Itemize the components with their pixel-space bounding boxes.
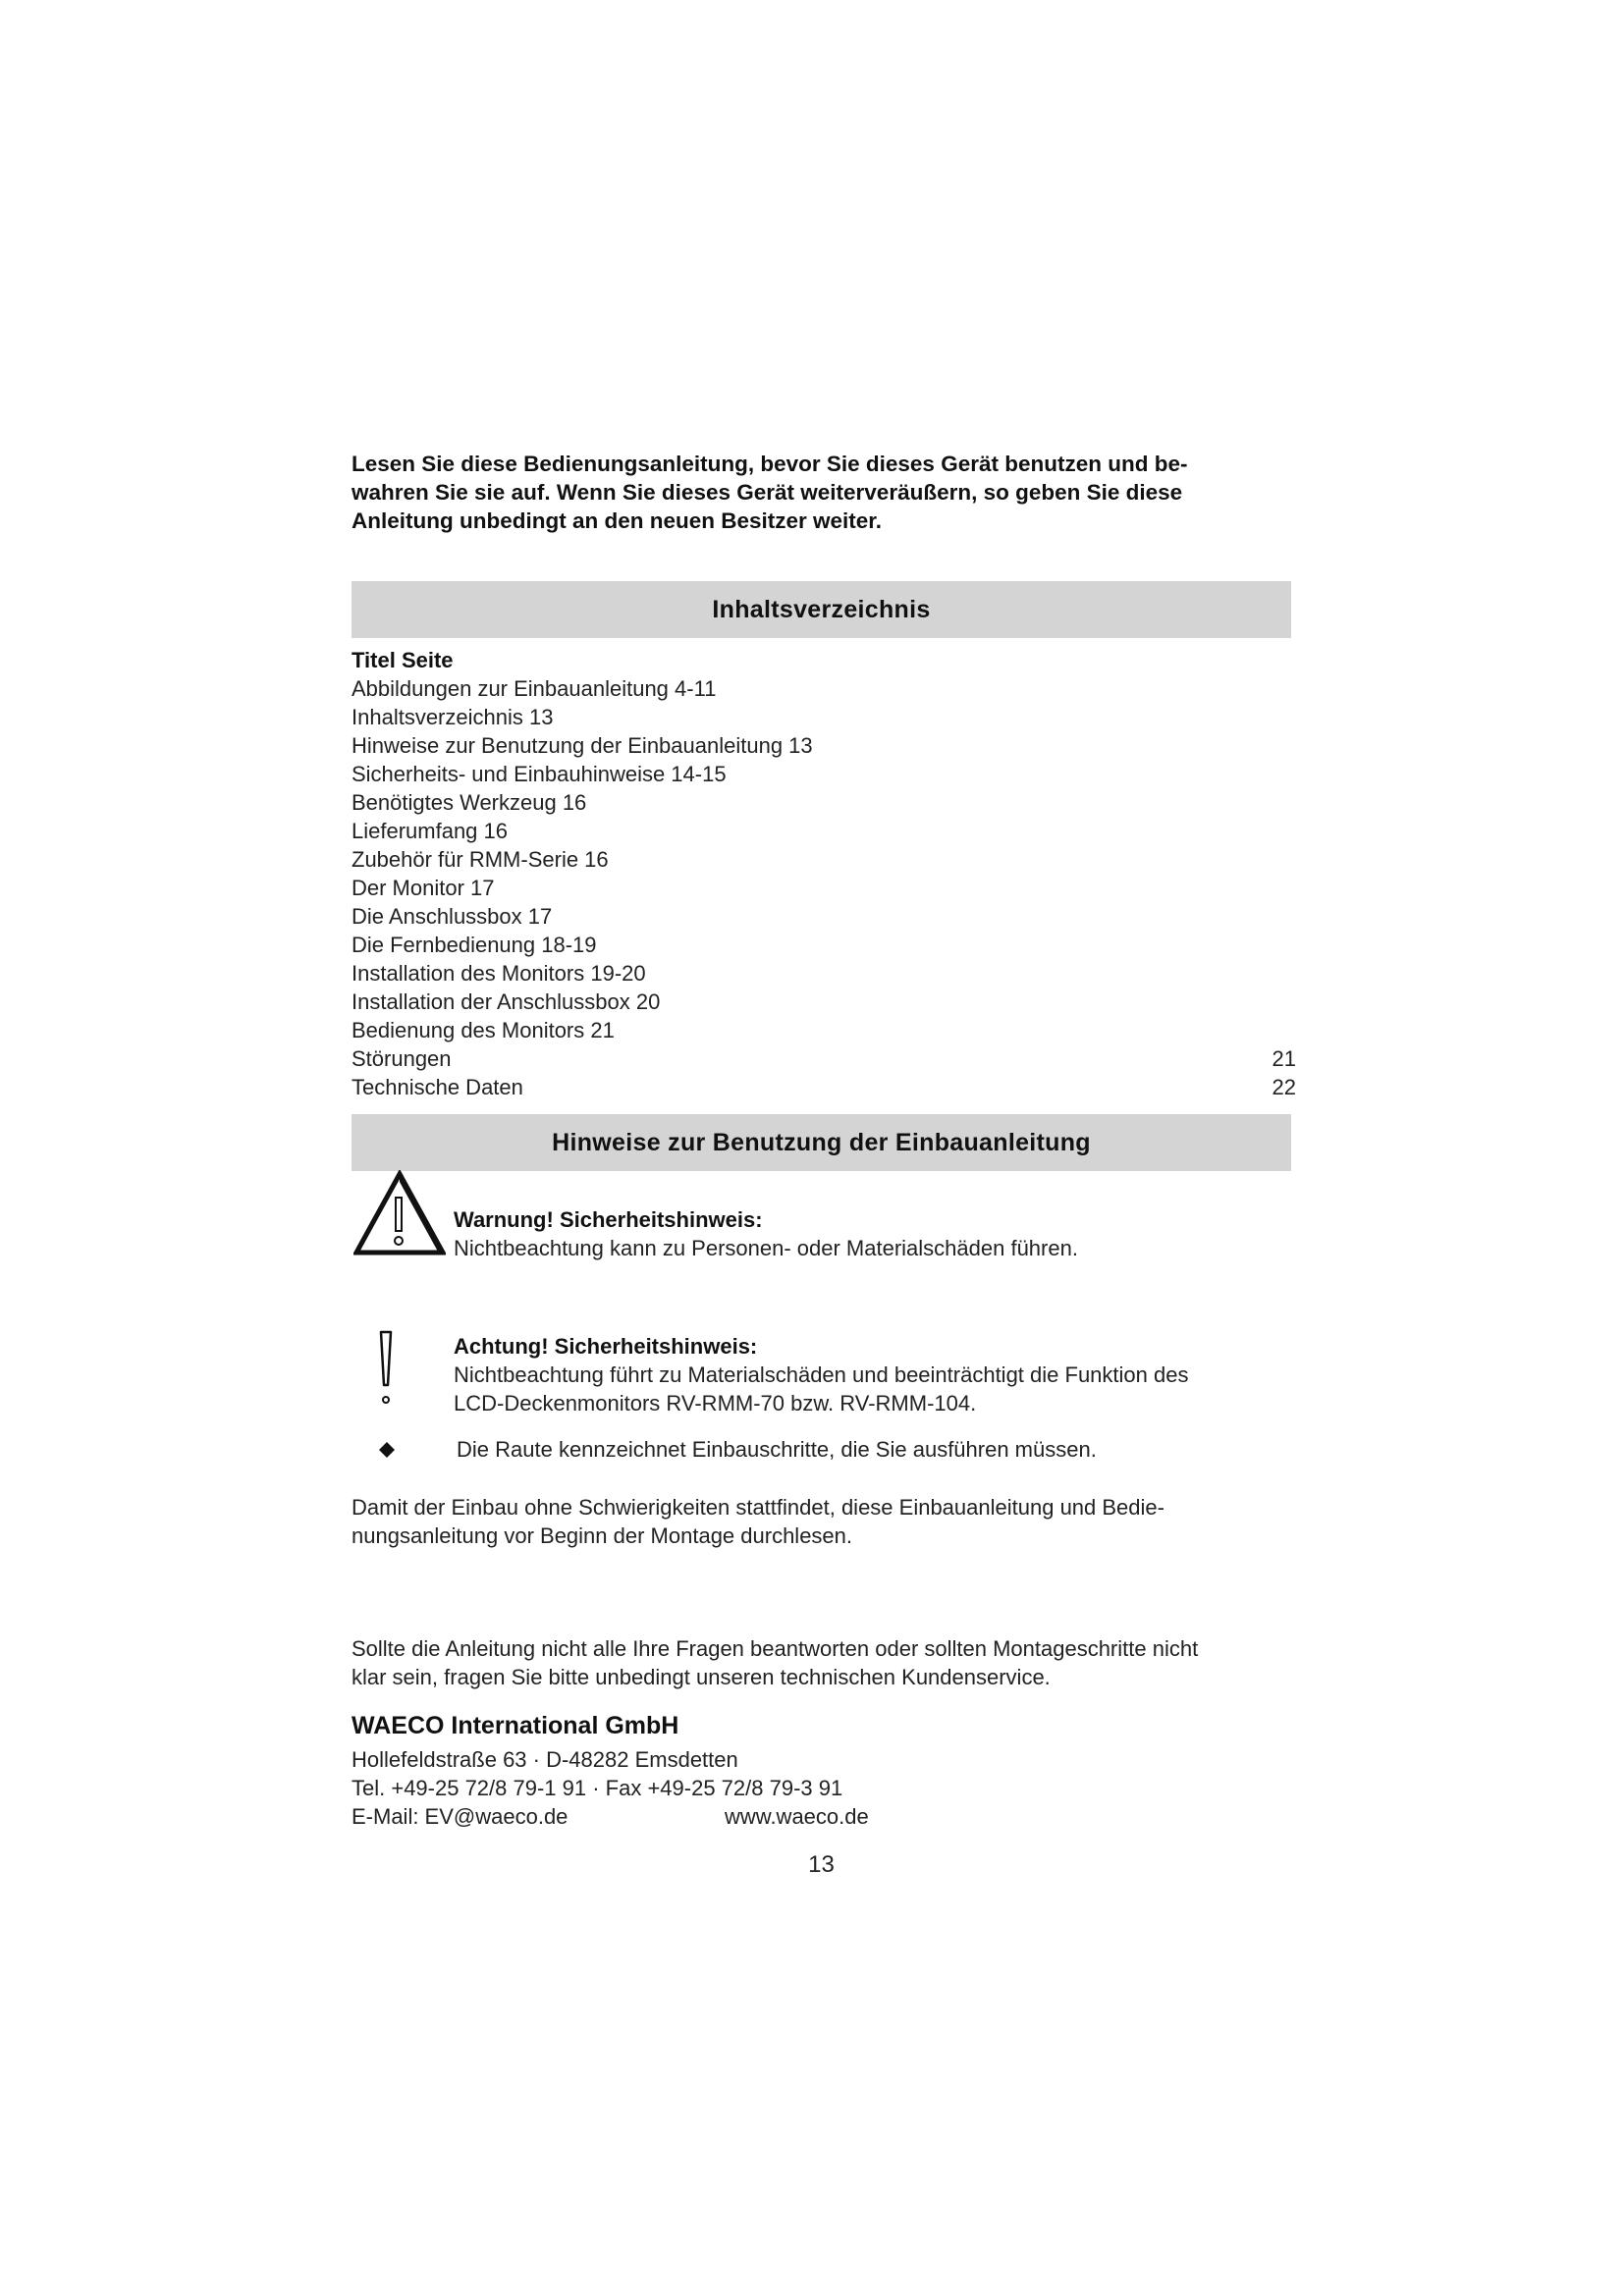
caution-text: Nichtbeachtung führt zu Materialschäden und beeinträchtigt die Funktion des: [454, 1362, 1189, 1387]
intro-line: Anleitung unbedingt an den neuen Besitzer weiter.: [352, 508, 883, 533]
caution-text: LCD-Deckenmonitors RV-RMM-70 bzw. RV-RMM-104.: [454, 1391, 977, 1415]
warning-title: Warnung! Sicherheitshinweis:: [454, 1207, 763, 1232]
hinweise-heading: Hinweise zur Benutzung der Einbauanleitung: [552, 1128, 1091, 1156]
diamond-icon: [378, 1441, 396, 1459]
email: E-Mail: EV@waeco.de: [352, 1804, 568, 1829]
paragraph-line: Sollte die Anleitung nicht alle Ihre Fragen beantworten oder sollten Montageschritte nicht: [352, 1636, 1199, 1661]
toc-entry-title: Abbildungen zur Einbauanleitung 4-11: [352, 676, 717, 701]
toc-entry-title: Die Fernbedienung 18-19: [352, 933, 597, 957]
intro-line: Lesen Sie diese Bedienungsanleitung, bevor Sie dieses Gerät benutzen und be-: [352, 452, 1188, 476]
bullet-text: Die Raute kennzeichnet Einbauschritte, die Sie ausführen müssen.: [457, 1437, 1097, 1462]
paragraph-line: klar sein, fragen Sie bitte unbedingt unseren technischen Kundenservice.: [352, 1665, 1051, 1689]
toc-entry: [352, 874, 1296, 902]
toc-entry: [352, 1073, 1296, 1101]
toc-entry: [352, 959, 1296, 988]
toc-entry: [352, 788, 1296, 817]
toc-entry-page: 22: [1272, 1075, 1296, 1099]
intro-notice: [352, 450, 1291, 535]
toc-entry: [352, 1044, 1296, 1073]
toc-entry: [352, 1016, 1296, 1044]
toc-entry: [352, 931, 1296, 959]
hinweise-heading-bar: [352, 1114, 1291, 1171]
toc-entry-title: Installation des Monitors 19-20: [352, 961, 646, 986]
toc-entry: [352, 703, 1296, 731]
toc-column-header: Titel Seite: [352, 648, 454, 672]
table-of-contents: [352, 646, 1296, 1101]
support-paragraph: [352, 1634, 1291, 1691]
toc-entry: [352, 760, 1296, 788]
paragraph-line: Damit der Einbau ohne Schwierigkeiten stattfindet, diese Einbauanleitung und Bedie-: [352, 1495, 1164, 1520]
toc-entry: [352, 731, 1296, 760]
toc-entry: [352, 988, 1296, 1016]
warning-text: Nichtbeachtung kann zu Personen- oder Materialschäden führen.: [454, 1236, 1078, 1260]
phone-fax: Tel. +49-25 72/8 79-1 91 · Fax +49-25 72/8 79-3 91: [352, 1776, 843, 1800]
page-number: 13: [808, 1851, 835, 1878]
exclamation-icon: [376, 1328, 396, 1409]
toc-entry-title: Bedienung des Monitors 21: [352, 1018, 615, 1042]
contact-block: [352, 1745, 869, 1831]
toc-entry-title: Benötigtes Werkzeug 16: [352, 790, 587, 815]
toc-entry-title: Die Anschlussbox 17: [352, 904, 553, 929]
toc-entry-title: Sicherheits- und Einbauhinweise 14-15: [352, 762, 727, 786]
intro-line: wahren Sie sie auf. Wenn Sie dieses Gerät weiterveräußern, so geben Sie diese: [352, 480, 1183, 505]
toc-entry: [352, 817, 1296, 845]
company-name: WAECO International GmbH: [352, 1712, 679, 1739]
toc-entry-title: Zubehör für RMM-Serie 16: [352, 847, 609, 872]
toc-entry-title: Störungen: [352, 1046, 452, 1071]
toc-entry: [352, 845, 1296, 874]
toc-entry: [352, 674, 1296, 703]
warning-triangle-icon: [353, 1170, 446, 1256]
toc-heading: Inhaltsverzeichnis: [712, 595, 931, 623]
toc-entry-title: Installation der Anschlussbox 20: [352, 989, 661, 1014]
toc-entry: [352, 902, 1296, 931]
toc-entry-title: Hinweise zur Benutzung der Einbauanleitung 13: [352, 733, 813, 758]
toc-entry-title: Inhaltsverzeichnis 13: [352, 705, 554, 729]
address: Hollefeldstraße 63 · D-48282 Emsdetten: [352, 1747, 738, 1772]
caution-title: Achtung! Sicherheitshinweis:: [454, 1334, 758, 1359]
toc-entry-title: Lieferumfang 16: [352, 819, 508, 843]
toc-heading-bar: [352, 581, 1291, 638]
toc-entry-title: Technische Daten: [352, 1075, 523, 1099]
website: www.waeco.de: [725, 1804, 869, 1829]
toc-entry-page: 21: [1272, 1046, 1296, 1071]
intro-paragraph: [352, 1493, 1291, 1550]
paragraph-line: nungsanleitung vor Beginn der Montage durchlesen.: [352, 1523, 853, 1548]
toc-entry-title: Der Monitor 17: [352, 876, 495, 900]
